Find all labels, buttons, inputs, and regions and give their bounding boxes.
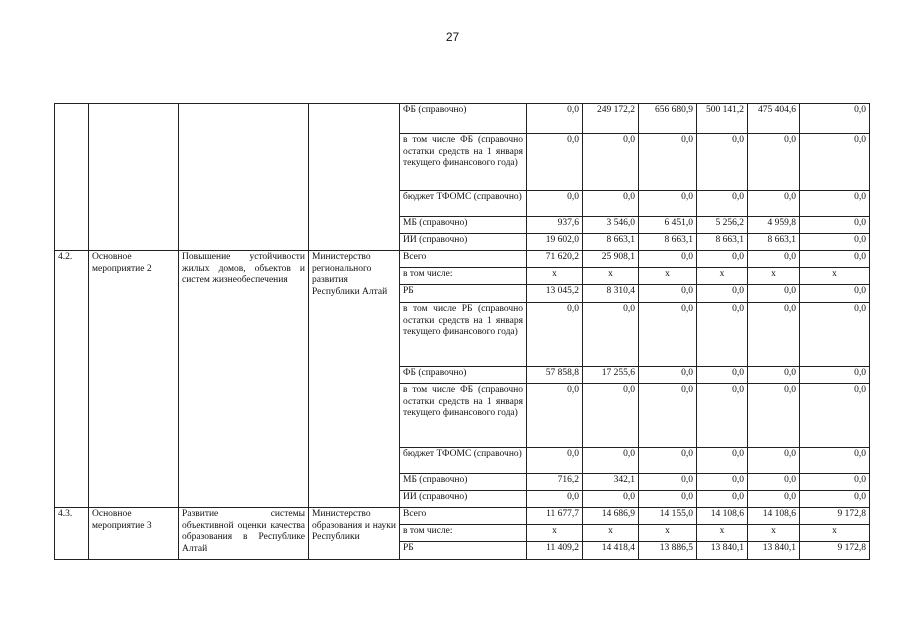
table-row	[55, 251, 870, 268]
value-cell: 71 620,2	[527, 251, 583, 268]
value-cell: 0,0	[639, 134, 697, 191]
value-cell: 14 108,6	[748, 508, 800, 525]
funding-source: в том числе ФБ (справочно остатки средств на 1 января текущего финансового года)	[400, 134, 527, 191]
measure-executor: Министерство регионального развития Республики Алтай	[309, 251, 400, 508]
measure-name	[179, 104, 309, 251]
value-cell: 14 686,9	[583, 508, 639, 525]
measure-name: Повышение устойчивости жилых домов, объектов и систем жизнеобеспечения	[179, 251, 309, 508]
value-cell: 8 663,1	[639, 234, 697, 251]
value-cell: 0,0	[697, 285, 748, 303]
value-cell: 0,0	[583, 303, 639, 367]
value-cell: 3 546,0	[583, 217, 639, 234]
value-cell: 4 959,8	[748, 217, 800, 234]
value-cell: 0,0	[748, 491, 800, 508]
funding-source: РБ	[400, 285, 527, 303]
value-cell: 14 155,0	[639, 508, 697, 525]
value-cell: х	[800, 525, 870, 542]
value-cell: х	[583, 525, 639, 542]
measure-executor	[309, 104, 400, 251]
value-cell: 0,0	[583, 448, 639, 474]
measure-type: Основное мероприятие 3	[89, 508, 179, 560]
value-cell: 0,0	[748, 448, 800, 474]
value-cell: 0,0	[639, 191, 697, 217]
measure-name: Развитие системы объективной оценки качества образования в Республике Алтай	[179, 508, 309, 560]
value-cell: х	[697, 525, 748, 542]
value-cell: 0,0	[800, 104, 870, 134]
value-cell: 0,0	[697, 367, 748, 384]
funding-source: бюджет ТФОМС (справочно)	[400, 191, 527, 217]
value-cell: 0,0	[583, 134, 639, 191]
value-cell: 0,0	[748, 134, 800, 191]
measure-number: 4.2.	[55, 251, 89, 508]
value-cell: 0,0	[697, 251, 748, 268]
value-cell: 0,0	[639, 303, 697, 367]
value-cell: 0,0	[800, 234, 870, 251]
value-cell: 0,0	[697, 491, 748, 508]
value-cell: 0,0	[697, 448, 748, 474]
value-cell: 0,0	[697, 191, 748, 217]
value-cell: 0,0	[639, 384, 697, 448]
value-cell: 500 141,2	[697, 104, 748, 134]
value-cell: х	[697, 268, 748, 285]
value-cell: 8 663,1	[583, 234, 639, 251]
value-cell: 0,0	[800, 491, 870, 508]
value-cell: 8 663,1	[697, 234, 748, 251]
value-cell: 0,0	[639, 367, 697, 384]
value-cell: 0,0	[800, 303, 870, 367]
value-cell: 0,0	[527, 191, 583, 217]
value-cell: 0,0	[527, 303, 583, 367]
value-cell: х	[527, 268, 583, 285]
table-body	[55, 104, 870, 560]
value-cell: 0,0	[697, 303, 748, 367]
value-cell: 0,0	[800, 448, 870, 474]
value-cell: 0,0	[697, 384, 748, 448]
value-cell: 6 451,0	[639, 217, 697, 234]
value-cell: 11 409,2	[527, 542, 583, 560]
funding-source: Всего	[400, 251, 527, 268]
value-cell: 0,0	[748, 191, 800, 217]
value-cell: 0,0	[800, 285, 870, 303]
funding-source: ИИ (справочно)	[400, 491, 527, 508]
funding-source: ИИ (справочно)	[400, 234, 527, 251]
funding-source: Всего	[400, 508, 527, 525]
value-cell: 0,0	[527, 384, 583, 448]
funding-source: в том числе ФБ (справочно остатки средств на 1 января текущего финансового года)	[400, 384, 527, 448]
value-cell: 0,0	[748, 251, 800, 268]
funding-source: в том числе РБ (справочно остатки средств на 1 января текущего финансового года)	[400, 303, 527, 367]
value-cell: 14 108,6	[697, 508, 748, 525]
value-cell: 0,0	[527, 104, 583, 134]
value-cell: х	[748, 268, 800, 285]
value-cell: 0,0	[697, 134, 748, 191]
value-cell: х	[583, 268, 639, 285]
value-cell: 0,0	[800, 367, 870, 384]
value-cell: 0,0	[583, 384, 639, 448]
value-cell: 0,0	[583, 491, 639, 508]
funding-source: бюджет ТФОМС (справочно)	[400, 448, 527, 474]
value-cell: 0,0	[639, 474, 697, 491]
measure-number	[55, 104, 89, 251]
value-cell: 0,0	[800, 217, 870, 234]
value-cell: 9 172,8	[800, 542, 870, 560]
value-cell: 0,0	[800, 251, 870, 268]
value-cell: х	[639, 525, 697, 542]
value-cell: 0,0	[748, 285, 800, 303]
value-cell: 716,2	[527, 474, 583, 491]
page-number: 27	[445, 30, 460, 44]
value-cell: 11 677,7	[527, 508, 583, 525]
value-cell: 0,0	[697, 474, 748, 491]
value-cell: 0,0	[527, 491, 583, 508]
value-cell: 342,1	[583, 474, 639, 491]
value-cell: 0,0	[748, 367, 800, 384]
value-cell: х	[800, 268, 870, 285]
value-cell: 0,0	[800, 191, 870, 217]
value-cell: 57 858,8	[527, 367, 583, 384]
value-cell: х	[527, 525, 583, 542]
funding-source: МБ (справочно)	[400, 474, 527, 491]
measure-type: Основное мероприятие 2	[89, 251, 179, 508]
funding-source: ФБ (справочно)	[400, 104, 527, 134]
value-cell: 13 045,2	[527, 285, 583, 303]
value-cell: 19 602,0	[527, 234, 583, 251]
value-cell: 0,0	[748, 474, 800, 491]
funding-source: МБ (справочно)	[400, 217, 527, 234]
value-cell: 14 418,4	[583, 542, 639, 560]
value-cell: 0,0	[639, 285, 697, 303]
value-cell: 249 172,2	[583, 104, 639, 134]
value-cell: 0,0	[527, 448, 583, 474]
value-cell: 25 908,1	[583, 251, 639, 268]
value-cell: 0,0	[583, 191, 639, 217]
value-cell: 0,0	[800, 134, 870, 191]
value-cell: 13 886,5	[639, 542, 697, 560]
measure-number: 4.3.	[55, 508, 89, 560]
value-cell: 0,0	[800, 384, 870, 448]
funding-source: ФБ (справочно)	[400, 367, 527, 384]
measure-executor: Министерство образования и науки Республики	[309, 508, 400, 560]
value-cell: 0,0	[748, 384, 800, 448]
funding-source: в том числе:	[400, 268, 527, 285]
table-row	[55, 104, 870, 134]
measure-type	[89, 104, 179, 251]
value-cell: 0,0	[639, 251, 697, 268]
value-cell: 0,0	[639, 448, 697, 474]
value-cell: 0,0	[800, 474, 870, 491]
funding-source: РБ	[400, 542, 527, 560]
value-cell: 13 840,1	[748, 542, 800, 560]
budget-table	[54, 103, 870, 560]
value-cell: 8 310,4	[583, 285, 639, 303]
value-cell: 656 680,9	[639, 104, 697, 134]
value-cell: 937,6	[527, 217, 583, 234]
value-cell: 0,0	[748, 303, 800, 367]
value-cell: 0,0	[527, 134, 583, 191]
value-cell: 8 663,1	[748, 234, 800, 251]
value-cell: х	[748, 525, 800, 542]
value-cell: 13 840,1	[697, 542, 748, 560]
table-row	[55, 508, 870, 525]
value-cell: 9 172,8	[800, 508, 870, 525]
value-cell: 17 255,6	[583, 367, 639, 384]
funding-source: в том числе:	[400, 525, 527, 542]
value-cell: 5 256,2	[697, 217, 748, 234]
value-cell: 475 404,6	[748, 104, 800, 134]
value-cell: 0,0	[639, 491, 697, 508]
value-cell: х	[639, 268, 697, 285]
